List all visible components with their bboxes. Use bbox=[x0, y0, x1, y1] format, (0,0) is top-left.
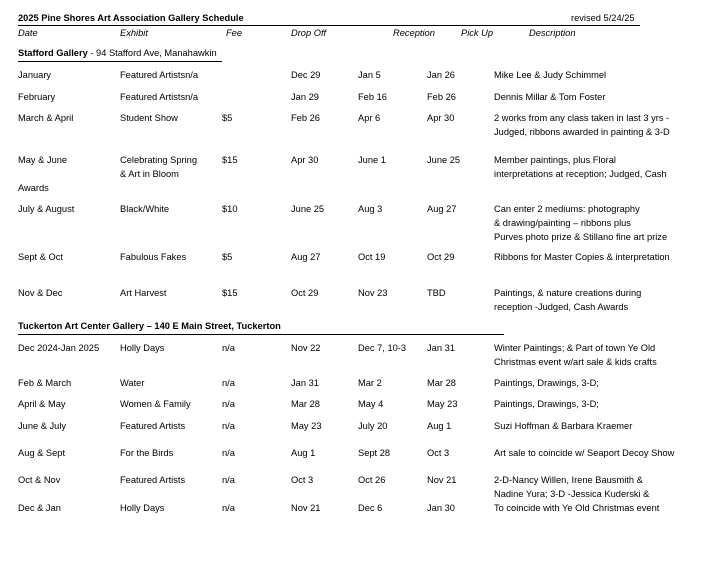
cell-exhibit: Featured Artists bbox=[120, 421, 186, 431]
cell-exhibit: Holly Days bbox=[120, 343, 165, 353]
cell-fee: n/a bbox=[222, 421, 235, 431]
cell-date: Feb & March bbox=[18, 378, 72, 388]
cell-description: To coincide with Ye Old Christmas event bbox=[494, 503, 660, 513]
cell-dropoff: Dec 29 bbox=[291, 70, 321, 80]
cell-pickup: Aug 27 bbox=[427, 204, 457, 214]
cell-description: 2 works from any class taken in last 3 yrs - bbox=[494, 113, 670, 123]
cell-dropoff: Nov 22 bbox=[291, 343, 321, 353]
cell-reception: Feb 16 bbox=[358, 92, 387, 102]
col-header-exhibit: Exhibit bbox=[120, 28, 148, 38]
cell-exhibit: Art Harvest bbox=[120, 288, 167, 298]
cell-description: interpretations at reception; Judged, Cash bbox=[494, 169, 667, 179]
cell-description: Dennis Millar & Tom Foster bbox=[494, 92, 606, 102]
cell-reception: May 4 bbox=[358, 399, 384, 409]
cell-exhibit: Black/White bbox=[120, 204, 170, 214]
cell-description: reception -Judged, Cash Awards bbox=[494, 302, 629, 312]
stafford-heading-name: Stafford Gallery bbox=[18, 48, 88, 58]
stafford-heading-rule bbox=[18, 61, 222, 62]
tuckerton-heading-rule bbox=[18, 334, 504, 335]
cell-exhibit: For the Birds bbox=[120, 448, 174, 458]
cell-fee: $5 bbox=[222, 113, 233, 123]
revised-date: revised 5/24/25 bbox=[571, 13, 635, 23]
cell-reception: Sept 28 bbox=[358, 448, 391, 458]
cell-description: Suzi Hoffman & Barbara Kraemer bbox=[494, 421, 633, 431]
cell-description: Winter Paintings; & Part of town Ye Old bbox=[494, 343, 656, 353]
cell-description: & drawing/painting – ribbons plus bbox=[494, 218, 631, 228]
cell-date: April & May bbox=[18, 399, 66, 409]
cell-dropoff: Aug 1 bbox=[291, 448, 316, 458]
cell-dropoff: Feb 26 bbox=[291, 113, 320, 123]
cell-pickup: Apr 30 bbox=[427, 113, 455, 123]
cell-exhibit: Featured Artistsn/a bbox=[120, 70, 199, 80]
cell-dropoff: June 25 bbox=[291, 204, 325, 214]
cell-pickup: Jan 30 bbox=[427, 503, 455, 513]
cell-date: Dec 2024-Jan 2025 bbox=[18, 343, 100, 353]
cell-exhibit: Fabulous Fakes bbox=[120, 252, 187, 262]
cell-fee: $15 bbox=[222, 155, 238, 165]
cell-pickup: Jan 31 bbox=[427, 343, 455, 353]
cell-description-overflow: Awards bbox=[18, 183, 49, 193]
cell-exhibit: Holly Days bbox=[120, 503, 165, 513]
cell-date: Nov & Dec bbox=[18, 288, 63, 298]
cell-date: March & April bbox=[18, 113, 74, 123]
cell-pickup: Oct 3 bbox=[427, 448, 450, 458]
cell-description: Paintings, Drawings, 3-D; bbox=[494, 399, 599, 409]
cell-description: Paintings, Drawings, 3-D; bbox=[494, 378, 599, 388]
document-title: 2025 Pine Shores Art Association Gallery Schedule bbox=[18, 13, 244, 23]
cell-exhibit: Featured Artists bbox=[120, 475, 186, 485]
cell-fee: $15 bbox=[222, 288, 238, 298]
cell-fee: n/a bbox=[222, 378, 235, 388]
cell-description: 2-D-Nancy Willen, Irene Bausmith & bbox=[494, 475, 643, 485]
cell-exhibit: Water bbox=[120, 378, 145, 388]
stafford-heading-address: - 94 Stafford Ave, Manahawkin bbox=[90, 48, 217, 58]
cell-reception: Oct 26 bbox=[358, 475, 386, 485]
cell-description: Art sale to coincide w/ Seaport Decoy Show bbox=[494, 448, 675, 458]
cell-description: Christmas event w/art sale & kids crafts bbox=[494, 357, 657, 367]
cell-fee: n/a bbox=[222, 343, 235, 353]
cell-pickup: Mar 28 bbox=[427, 378, 456, 388]
cell-description: Judged, ribbons awarded in painting & 3-D bbox=[494, 127, 670, 137]
cell-reception: July 20 bbox=[358, 421, 388, 431]
cell-exhibit: Featured Artistsn/a bbox=[120, 92, 199, 102]
col-header-reception: Reception bbox=[393, 28, 435, 38]
cell-reception: Dec 7, 10-3 bbox=[358, 343, 407, 353]
cell-description: Ribbons for Master Copies & interpretation bbox=[494, 252, 670, 262]
cell-dropoff: Jan 29 bbox=[291, 92, 319, 102]
col-header-pickup: Pick Up bbox=[461, 28, 494, 38]
col-header-description: Description bbox=[529, 28, 576, 38]
cell-reception: Dec 6 bbox=[358, 503, 383, 513]
cell-date: Sept & Oct bbox=[18, 252, 63, 262]
cell-dropoff: Oct 3 bbox=[291, 475, 314, 485]
cell-fee: n/a bbox=[222, 399, 235, 409]
cell-reception: Mar 2 bbox=[358, 378, 382, 388]
cell-exhibit: Celebrating Spring bbox=[120, 155, 198, 165]
cell-fee: n/a bbox=[222, 503, 235, 513]
cell-description: Mike Lee & Judy Schimmel bbox=[494, 70, 607, 80]
cell-fee: $5 bbox=[222, 252, 233, 262]
cell-date: February bbox=[18, 92, 56, 102]
tuckerton-heading: Tuckerton Art Center Gallery – 140 E Main Street, Tuckerton bbox=[18, 321, 281, 331]
col-header-date: Date bbox=[18, 28, 38, 38]
cell-date: Oct & Nov bbox=[18, 475, 61, 485]
cell-pickup: Nov 21 bbox=[427, 475, 457, 485]
cell-date: July & August bbox=[18, 204, 75, 214]
cell-date: Aug & Sept bbox=[18, 448, 66, 458]
col-header-dropoff: Drop Off bbox=[291, 28, 327, 38]
cell-description: Paintings, & nature creations during bbox=[494, 288, 642, 298]
cell-dropoff: Oct 29 bbox=[291, 288, 319, 298]
cell-pickup: May 23 bbox=[427, 399, 458, 409]
cell-dropoff: Nov 21 bbox=[291, 503, 321, 513]
cell-description: Member paintings, plus Floral bbox=[494, 155, 616, 165]
title-rule bbox=[18, 25, 640, 26]
cell-fee: $10 bbox=[222, 204, 238, 214]
cell-dropoff: Mar 28 bbox=[291, 399, 320, 409]
cell-pickup: Feb 26 bbox=[427, 92, 456, 102]
cell-pickup: Oct 29 bbox=[427, 252, 455, 262]
cell-reception: Apr 6 bbox=[358, 113, 381, 123]
cell-description: Can enter 2 mediums: photography bbox=[494, 204, 640, 214]
cell-reception: June 1 bbox=[358, 155, 386, 165]
cell-pickup: June 25 bbox=[427, 155, 461, 165]
cell-dropoff: Jan 31 bbox=[291, 378, 319, 388]
cell-reception: Aug 3 bbox=[358, 204, 383, 214]
cell-pickup: TBD bbox=[427, 288, 446, 298]
col-header-fee: Fee bbox=[226, 28, 243, 38]
stafford-heading bbox=[18, 48, 217, 59]
cell-date: May & June bbox=[18, 155, 68, 165]
cell-exhibit-line2: & Art in Bloom bbox=[120, 169, 179, 179]
cell-date: Dec & Jan bbox=[18, 503, 61, 513]
cell-dropoff: Aug 27 bbox=[291, 252, 321, 262]
cell-fee: n/a bbox=[222, 475, 235, 485]
cell-pickup: Jan 26 bbox=[427, 70, 455, 80]
cell-reception: Oct 19 bbox=[358, 252, 386, 262]
cell-date: January bbox=[18, 70, 52, 80]
cell-reception: Jan 5 bbox=[358, 70, 381, 80]
cell-dropoff: Apr 30 bbox=[291, 155, 319, 165]
cell-description: Nadine Yura; 3-D -Jessica Kuderski & bbox=[494, 489, 650, 499]
cell-reception: Nov 23 bbox=[358, 288, 388, 298]
cell-exhibit: Women & Family bbox=[120, 399, 191, 409]
cell-pickup: Aug 1 bbox=[427, 421, 452, 431]
cell-description: Purves photo prize & Stillano fine art prize bbox=[494, 232, 668, 242]
cell-dropoff: May 23 bbox=[291, 421, 322, 431]
cell-fee: n/a bbox=[222, 448, 235, 458]
cell-exhibit: Student Show bbox=[120, 113, 178, 123]
cell-date: June & July bbox=[18, 421, 67, 431]
